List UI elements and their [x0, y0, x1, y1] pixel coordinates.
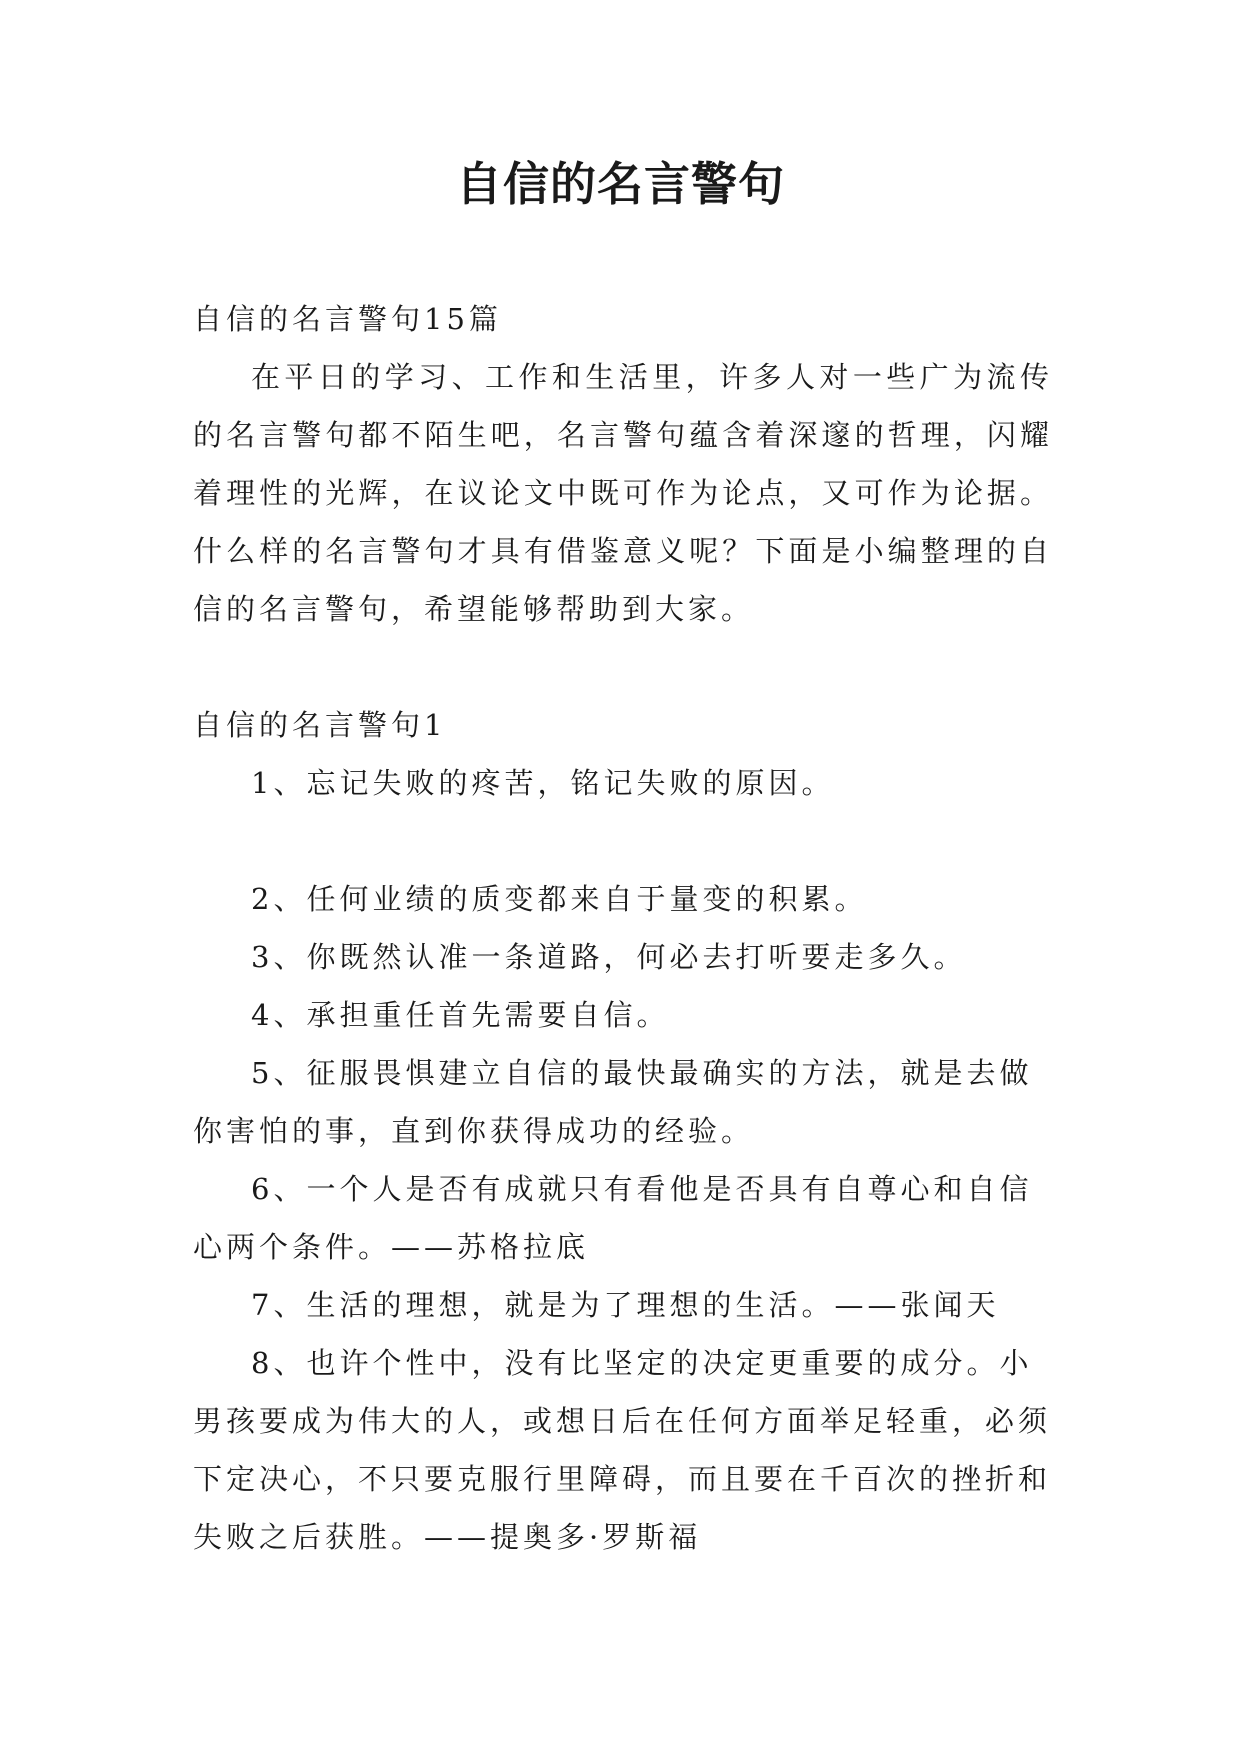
intro-paragraph: 在平日的学习、工作和生活里，许多人对一些广为流传的名言警句都不陌生吧，名言警句蕴含着深邃的哲理，闪耀着理性的光辉，在议论文中既可作为论点，又可作为论据。什么样的名言警句才具有借鉴意义呢？下面是小编整理的自信的名言警句，希望能够帮助到大家。 [193, 360, 1053, 626]
section-heading: 自信的名言警句1 [193, 708, 447, 742]
quote-item-2: 2、任何业绩的质变都来自于量变的积累。 [251, 882, 868, 916]
spacer [193, 812, 1053, 870]
quote-item-7: 7、生活的理想，就是为了理想的生活。——张闻天 [251, 1288, 1000, 1322]
document-subtitle: 自信的名言警句15篇 [193, 302, 502, 336]
quote-item-5: 5、征服畏惧建立自信的最快最确实的方法，就是去做你害怕的事，直到你获得成功的经验。 [193, 1056, 1033, 1148]
document-title: 自信的名言警句 [456, 157, 785, 211]
quote-item-1: 1、忘记失败的疼苦，铭记失败的原因。 [251, 766, 835, 800]
quote-item-6: 6、一个人是否有成就只有看他是否具有自尊心和自信心两个条件。——苏格拉底 [193, 1172, 1033, 1264]
quote-item-3: 3、你既然认准一条道路，何必去打听要走多久。 [251, 940, 967, 974]
quote-item-8: 8、也许个性中，没有比坚定的决定更重要的成分。小男孩要成为伟大的人，或想日后在任何方面举足轻重，必须下定决心，不只要克服行里障碍，而且要在千百次的挫折和失败之后获胜。——提奥多·罗斯福 [193, 1346, 1052, 1554]
document-body [193, 290, 1053, 1566]
quote-item-4: 4、承担重任首先需要自信。 [251, 998, 670, 1032]
spacer [193, 638, 1053, 696]
